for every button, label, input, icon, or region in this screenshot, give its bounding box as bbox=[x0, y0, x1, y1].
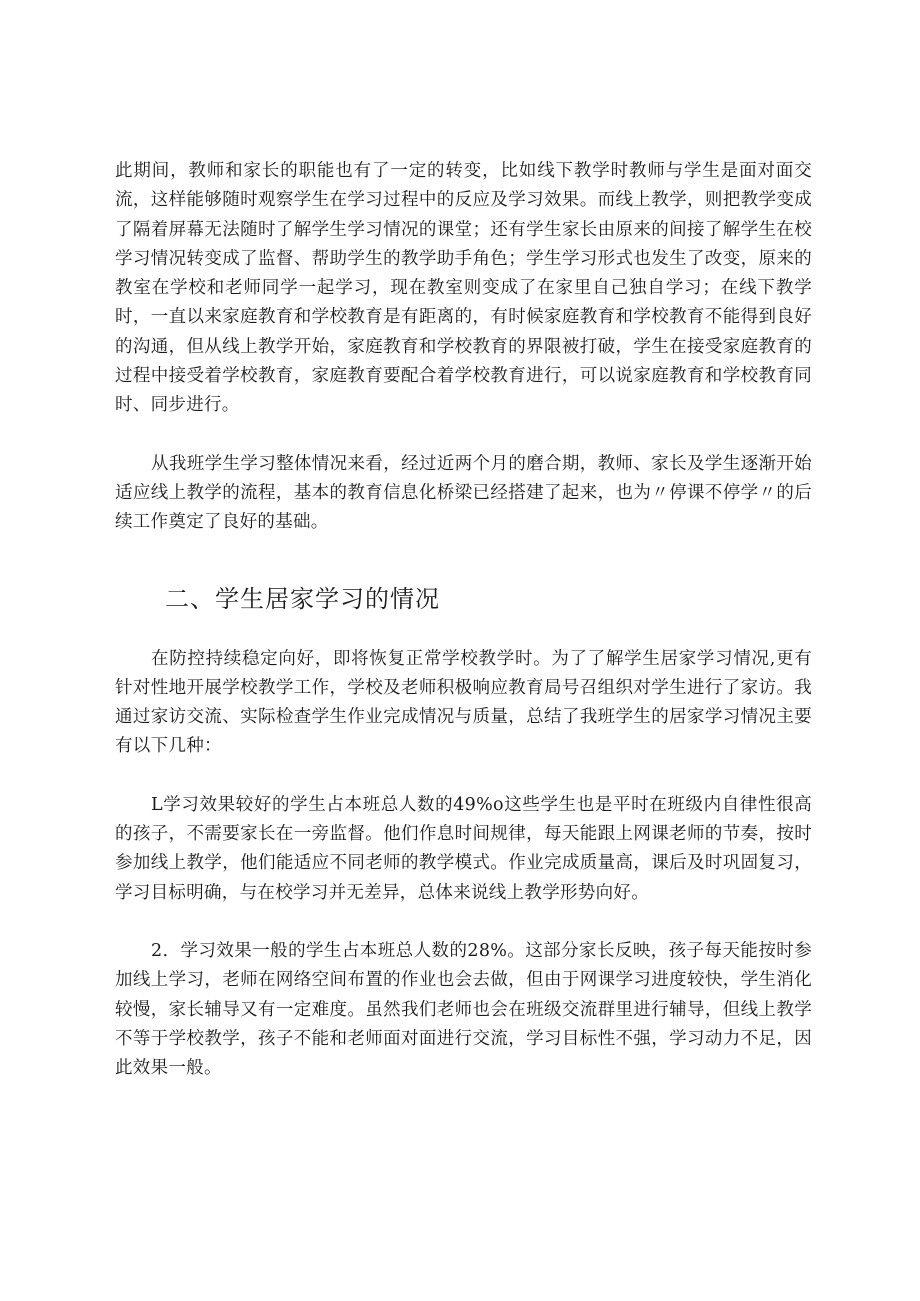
section-heading-home-learning: 二、学生居家学习的情况 bbox=[165, 584, 440, 613]
paragraph-overall-situation: 从我班学生学习整体情况来看，经过近两个月的磨合期，教师、家长及学生逐渐开始适应线上教学的流程，基本的教育信息化桥梁已经搭建了起来，也为〃停课不停学〃的后续工作奠定了良好的基础。 bbox=[115, 453, 812, 533]
paragraph-teacher-parent-roles: 此期间，教师和家长的职能也有了一定的转变，比如线下教学时教师与学生是面对面交流，这样能够随时观察学生在学习过程中的反应及学习效果。而线上教学，则把教学变成了隔着屏幕无法随时了解学生学习情况的课堂；还有学生家长由原来的间接了解学生在校学习情况转变成了监督、帮助学生的教学助手角色；学生学习形式也发生了改变，原来的教室在学校和老师同学一起学习，现在教室则变成了在家里自己独自学习；在线下教学时，一直以来家庭教育和学校教育是有距离的，有时候家庭教育和学校教育不能得到良好的沟通，但从线上教学开始，家庭教育和学校教育的界限被打破，学生在接受家庭教育的过程中接受着学校教育，家庭教育要配合着学校教育进行，可以说家庭教育和学校教育同时、同步进行。 bbox=[115, 161, 812, 416]
paragraph-good-results: L学习效果较好的学生占本班总人数的49%o这些学生也是平时在班级内自律性很高的孩子，不需要家长在一旁监督。他们作息时间规律，每天能跟上网课老师的节奏，按时参加线上教学，他们能适应不同老师的教学模式。作业完成质量高，课后及时巩固复习，学习目标明确，与在校学习并无差异，总体来说线上教学形势向好。 bbox=[115, 794, 812, 903]
paragraph-average-results: 2．学习效果一般的学生占本班总人数的28%。这部分家长反映，孩子每天能按时参加线上学习，老师在网络空间布置的作业也会去做，但由于网课学习进度较快，学生消化较慢，家长辅导又有一定难度。虽然我们老师也会在班级交流群里进行辅导，但线上教学不等于学校教学，孩子不能和老师面对面进行交流，学习目标性不强，学习动力不足，因此效果一般。 bbox=[115, 940, 812, 1079]
document-page bbox=[115, 157, 812, 1083]
paragraph-home-visit-intro: 在防控持续稳定向好，即将恢复正常学校教学时。为了了解学生居家学习情况,更有针对性地开展学校教学工作，学校及老师积极响应教育局号召组织对学生进行了家访。我通过家访交流、实际检查学生作业完成情况与质量，总结了我班学生的居家学习情况主要有以下几种： bbox=[115, 648, 812, 757]
